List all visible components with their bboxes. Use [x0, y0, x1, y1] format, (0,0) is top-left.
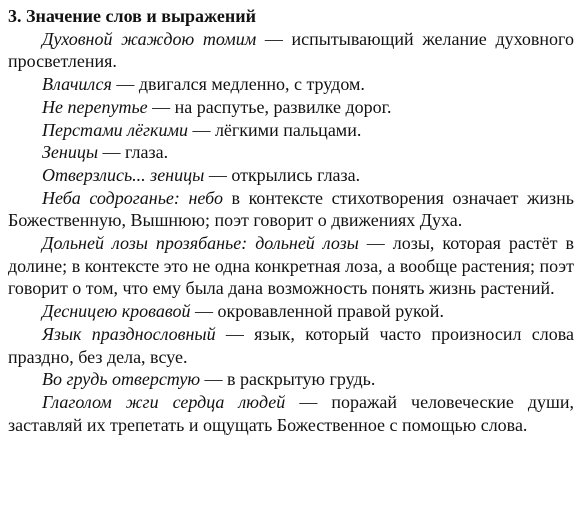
glossary-term: Зеницы — [42, 142, 99, 163]
glossary-entry — [8, 187, 574, 232]
glossary-entry — [8, 368, 574, 391]
glossary-definition: — глаза. — [98, 142, 169, 163]
glossary-definition: — лёгкими пальцами. — [187, 119, 362, 140]
glossary-definition: в контексте стихотворения означает жизнь Божественную, Вышнюю; поэт говорит о движениях Духа. — [8, 187, 575, 231]
glossary-entry — [8, 73, 574, 96]
glossary-entry — [8, 96, 574, 119]
glossary-term: Во грудь отверстую — [42, 369, 201, 390]
glossary-entry — [8, 300, 574, 323]
glossary-definition: — поражай человеческие души, заставляй их трепетать и ощущать Божественное с помощью слова. — [8, 391, 574, 435]
glossary-term: Десницею кровавой — [42, 301, 191, 322]
glossary-term: Глаголом жги сердца людей — [42, 391, 286, 412]
glossary-term: Влачился — [42, 74, 112, 95]
glossary-entry — [8, 164, 574, 187]
glossary-term: Перстами лёгкими — [42, 119, 188, 140]
glossary-entry — [8, 28, 574, 73]
glossary-definition: — лозы, которая растёт в долине; в контексте это не одна конкретная лоза, а вообще растения; поэт говорит о том, что ему была дана возможность понять жизнь растений. — [8, 233, 574, 299]
glossary-definition: — на распутье, развилке дорог. — [147, 96, 392, 117]
glossary-term: Дольней лозы прозябанье: дольней лозы — [42, 233, 359, 254]
section-title: 3. Значение слов и выражений — [8, 6, 256, 26]
glossary-term: Духовной жаждою томим — [42, 28, 257, 49]
glossary-term: Язык празднословный — [42, 323, 216, 344]
glossary-definition: — испытывающий желание духовного просветления. — [8, 28, 574, 72]
glossary-term: Отверзлись... зеницы — [42, 164, 205, 185]
glossary-definition: — в раскрытую грудь. — [200, 369, 376, 390]
glossary-term: Неба содроганье: небо — [42, 187, 223, 208]
glossary-entry — [8, 323, 574, 368]
glossary-entry — [8, 119, 574, 142]
glossary-term: Не перепутье — [42, 96, 148, 117]
glossary-definition: — язык, который часто произносил слова праздно, без дела, всуе. — [8, 323, 574, 367]
glossary-entry — [8, 232, 574, 300]
glossary-definition: — открылись глаза. — [204, 164, 361, 185]
glossary-definition: — двигался медленно, с трудом. — [111, 74, 365, 95]
glossary-entry — [8, 391, 574, 436]
glossary-entry — [8, 141, 574, 164]
glossary-definition: — окровавленной правой рукой. — [190, 301, 444, 322]
